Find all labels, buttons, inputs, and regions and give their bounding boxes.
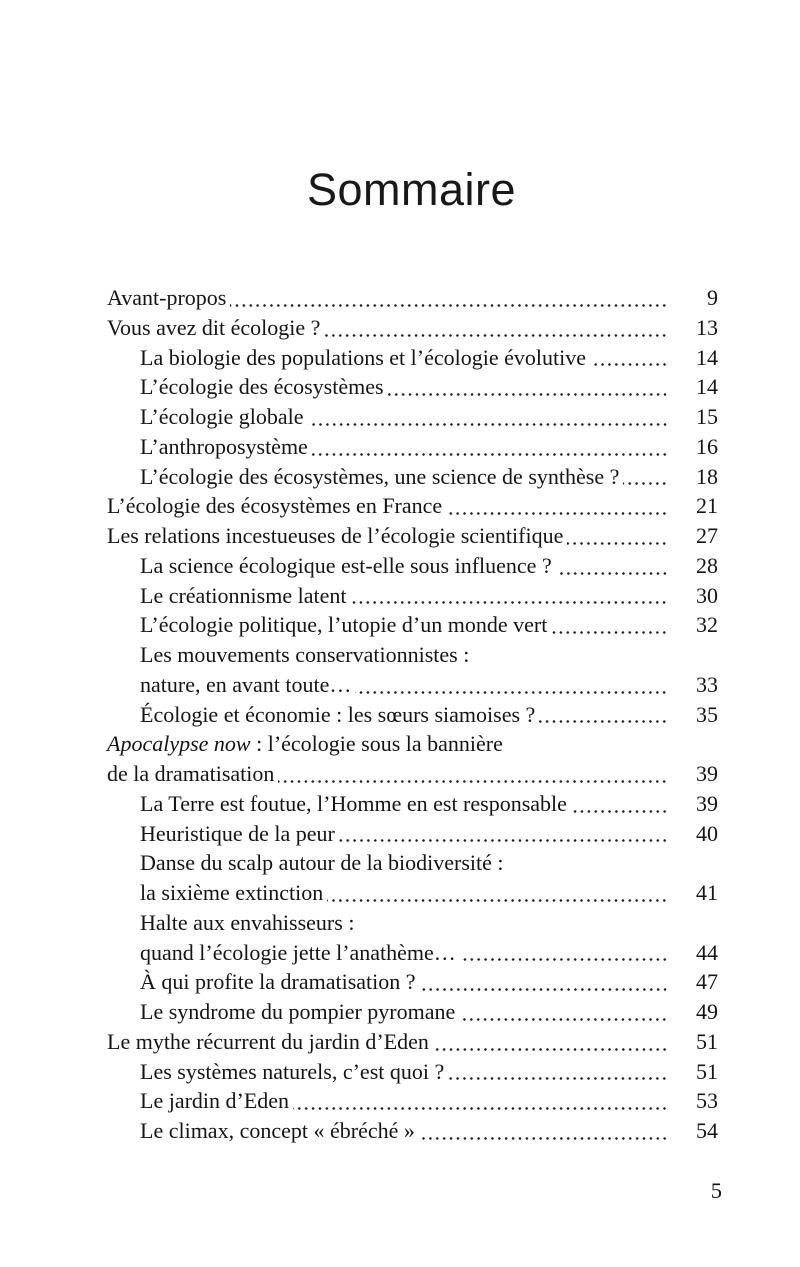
toc-page-ref: 9 [707, 285, 718, 310]
dot-leader [312, 453, 668, 456]
toc-line-label: Les mouvements conservationnistes : [140, 642, 470, 667]
toc-line [107, 1027, 718, 1057]
toc-page-ref: 14 [696, 374, 718, 400]
toc-page-ref: 33 [696, 671, 718, 697]
toc-page-ref: 16 [696, 433, 718, 459]
dot-leader [448, 1077, 668, 1080]
toc-page-ref: 14 [696, 344, 718, 370]
dot-leader [623, 482, 668, 485]
toc-line [107, 700, 718, 730]
toc-line-label: Le mythe récurrent du jardin d’Eden [107, 1028, 429, 1054]
toc-line-italic-label: Apocalypse now [107, 731, 251, 757]
toc-line-label: Le syndrome du pompier pyromane [140, 999, 456, 1024]
toc-page-ref: 51 [696, 1058, 718, 1084]
toc-line [107, 878, 718, 908]
dot-leader [460, 958, 668, 961]
toc-page-ref: 44 [696, 939, 718, 965]
toc-line-label: L’écologie politique, l’utopie d’un monde vert [140, 612, 548, 638]
dot-leader [293, 1107, 668, 1110]
toc-line [107, 967, 718, 997]
page-title: Sommaire [306, 164, 517, 216]
toc-line [107, 819, 718, 849]
toc-line-label: L’écologie des écosystèmes, une science de synthèse ? [140, 463, 620, 489]
toc-page-ref: 15 [696, 404, 718, 429]
toc-page-ref: 13 [696, 314, 718, 340]
toc-line [107, 848, 718, 878]
toc-line-label: À qui profite la dramatisation ? [140, 969, 416, 995]
toc-line-label: La biologie des populations et l’écologie évolutive [140, 344, 586, 370]
toc-line [107, 670, 718, 700]
dot-leader [590, 363, 668, 366]
toc-page-ref: 28 [696, 552, 718, 578]
toc-page-ref: 53 [696, 1088, 718, 1114]
dot-leader [420, 988, 668, 991]
toc-line [107, 372, 718, 402]
toc-line-label: Les systèmes naturels, c’est quoi ? [140, 1058, 445, 1084]
toc-page-ref: 27 [696, 523, 718, 548]
toc-line-label: Avant-propos [107, 285, 227, 310]
toc-line [107, 343, 718, 373]
dot-leader [556, 572, 668, 575]
toc-line [107, 432, 718, 462]
toc-line [107, 551, 718, 581]
toc-line [107, 1057, 718, 1087]
dot-leader [433, 1048, 668, 1051]
toc-line [107, 789, 718, 819]
dot-leader [571, 810, 668, 813]
toc-line-label: nature, en avant toute… [140, 671, 352, 697]
toc-line [107, 581, 718, 611]
dot-leader [551, 631, 668, 634]
toc-line-label: La science écologique est-elle sous influence ? [140, 552, 552, 578]
toc-line-label: L’anthroposystème [140, 433, 308, 459]
toc-line-label: L’écologie des écosystèmes [140, 374, 384, 400]
dot-leader [388, 393, 668, 396]
dot-leader [230, 304, 668, 307]
dot-leader [324, 334, 668, 337]
toc-line [107, 759, 718, 789]
toc-line-label: Écologie et économie : les sœurs siamoises ? [140, 701, 536, 727]
toc-line-label: L’écologie globale [140, 404, 304, 429]
toc-line [107, 283, 718, 313]
toc-page-ref: 51 [696, 1028, 718, 1054]
dot-leader [278, 780, 668, 783]
dot-leader [446, 512, 668, 515]
toc-list [107, 283, 718, 1146]
toc-line [107, 313, 718, 343]
toc-page-ref: 41 [696, 880, 718, 905]
dot-leader [339, 839, 668, 842]
dot-leader [419, 1137, 668, 1140]
toc-line [107, 491, 718, 521]
toc-page-ref: 40 [696, 820, 718, 846]
toc-line-label: Les relations incestueuses de l’écologie scientifique [107, 523, 564, 548]
toc-line [107, 402, 718, 432]
page-number: 5 [710, 1178, 722, 1203]
toc-page-ref: 54 [696, 1118, 718, 1143]
toc-line [107, 640, 718, 670]
toc-line-label: Halte aux envahisseurs : [140, 909, 355, 935]
toc-line [107, 1116, 718, 1146]
toc-line [107, 1086, 718, 1116]
toc-line [107, 610, 718, 640]
toc-page-ref: 18 [696, 463, 718, 489]
toc-line [107, 908, 718, 938]
dot-leader [355, 691, 668, 694]
toc-page-ref: 35 [696, 701, 718, 727]
dot-leader [327, 899, 668, 902]
toc-line-label: quand l’écologie jette l’anathème… [140, 939, 456, 965]
toc-line-label: Le jardin d’Eden [140, 1088, 290, 1114]
dot-leader [308, 423, 668, 426]
toc-line [107, 521, 718, 551]
toc-line [107, 997, 718, 1027]
toc-line-label: : l’écologie sous la bannière [250, 731, 503, 757]
toc-page-ref: 39 [696, 761, 718, 786]
toc-line [107, 729, 718, 759]
dot-leader [350, 601, 668, 604]
toc-line-label: la sixième extinction [140, 880, 324, 905]
toc-line [107, 462, 718, 492]
toc-line-label: La Terre est foutue, l’Homme en est responsable [140, 790, 567, 816]
toc-line-label: Le climax, concept « ébréché » [140, 1118, 415, 1143]
toc-page-ref: 30 [696, 582, 718, 608]
toc-page-ref: 47 [696, 969, 718, 995]
dot-leader [567, 542, 668, 545]
toc-line-label: L’écologie des écosystèmes en France [107, 493, 443, 519]
toc-line-label: de la dramatisation [107, 761, 275, 786]
toc-page-ref: 39 [696, 790, 718, 816]
toc-line-label: Vous avez dit écologie ? [107, 314, 321, 340]
toc-page-ref: 32 [696, 612, 718, 638]
toc-line [107, 938, 718, 968]
dot-leader [459, 1018, 668, 1021]
toc-line-label: Heuristique de la peur [140, 820, 335, 846]
toc-page-ref: 49 [696, 999, 718, 1024]
toc-page-ref: 21 [696, 493, 718, 519]
toc-line-label: Le créationnisme latent [140, 582, 347, 608]
toc-line-label: Danse du scalp autour de la biodiversité : [140, 850, 504, 876]
dot-leader [539, 720, 668, 723]
